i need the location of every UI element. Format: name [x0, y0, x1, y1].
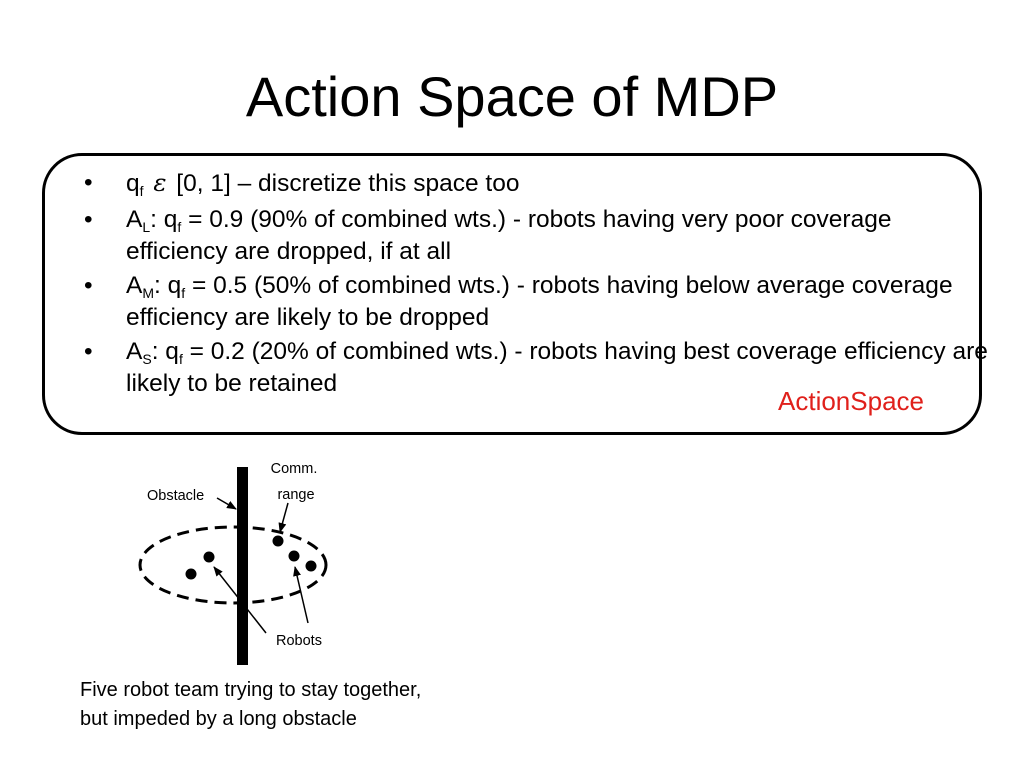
obstacle-wall [237, 467, 248, 665]
bullet-text: [0, 1] – discretize this space too [169, 170, 520, 197]
obstacle-label: Obstacle [147, 488, 205, 504]
bullet-subscript: S [142, 351, 152, 367]
robot-dot [186, 569, 197, 580]
bullet-subscript: f [181, 285, 186, 301]
bullet-subscript: f [139, 183, 144, 199]
bullet-variable: q [126, 170, 140, 197]
bullet-marker: • [84, 169, 93, 196]
bullet-list [80, 168, 990, 403]
bullet-item [80, 205, 990, 267]
comm-range-label: range [277, 487, 315, 503]
bullet-subscript: M [142, 285, 155, 301]
slide-title: Action Space of MDP [245, 65, 779, 128]
robot-dot [204, 552, 215, 563]
robot-dot [289, 551, 300, 562]
action-space-tag: ActionSpace [778, 386, 924, 416]
bullet-variable-q: : q [151, 338, 179, 365]
bullet-text: = 0.2 (20% of combined wts.) - robots having best coverage efficiency are likely to be retained [126, 338, 988, 397]
robots-arrow [295, 567, 308, 623]
robot-dot [306, 561, 317, 572]
bullet-variable: A [126, 272, 143, 299]
bullet-item [80, 168, 990, 201]
bullet-marker: • [84, 338, 93, 365]
robot-team-diagram [130, 455, 370, 675]
robot-dot [273, 536, 284, 547]
comm-range-arrow [280, 503, 288, 532]
element-of-symbol: ε [153, 168, 167, 197]
bullet-text: = 0.9 (90% of combined wts.) - robots having very poor coverage efficiency are dropped, if at all [126, 206, 892, 265]
bullet-item [80, 271, 990, 333]
bullet-marker: • [84, 272, 93, 299]
bullet-text: = 0.5 (50% of combined wts.) - robots having below average coverage efficiency are likely to be dropped [126, 272, 953, 331]
diagram-caption: Five robot team trying to stay together, but impeded by a long obstacle [80, 679, 422, 730]
bullet-variable: A [126, 338, 143, 365]
bullet-subscript: f [178, 351, 183, 367]
bullet-variable-q: : q [154, 272, 182, 299]
bullet-variable-q: : q [150, 206, 178, 233]
bullet-marker: • [84, 206, 93, 233]
obstacle-arrow [217, 498, 236, 509]
robots-label: Robots [276, 633, 322, 649]
comm-range-label: Comm. [270, 461, 318, 477]
bullet-variable: A [126, 206, 143, 233]
bullet-subscript: f [177, 219, 182, 235]
bullet-subscript: L [142, 219, 151, 235]
